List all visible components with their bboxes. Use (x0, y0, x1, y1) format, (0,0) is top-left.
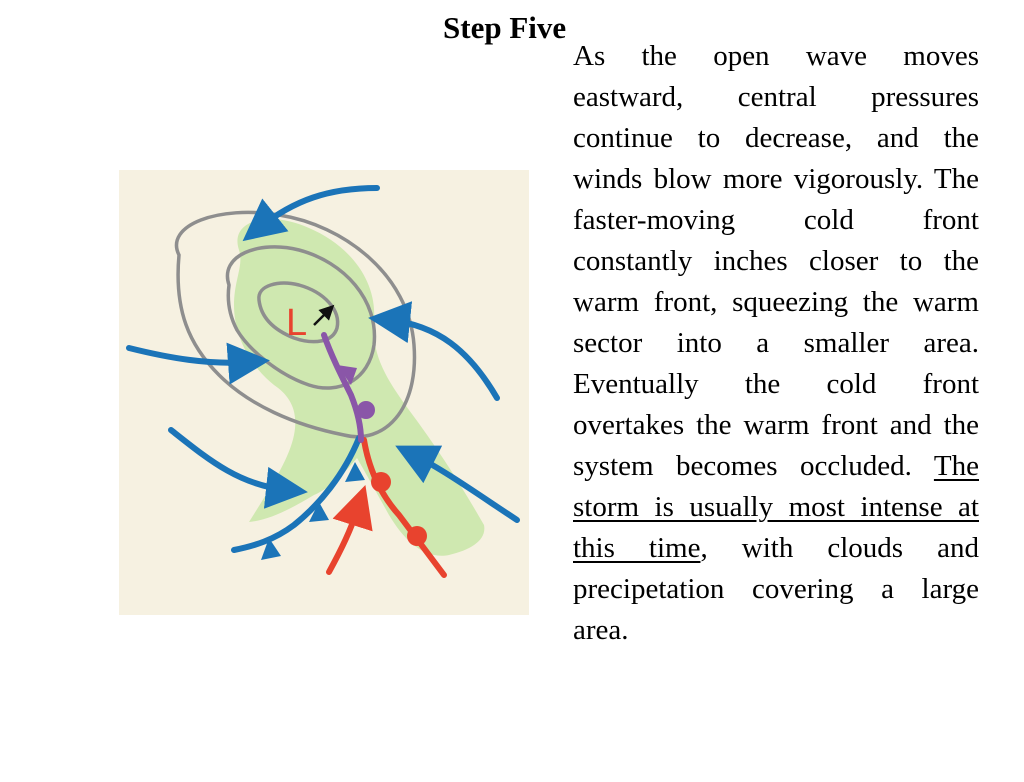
low-pressure-label: L (286, 302, 308, 344)
body-paragraph (573, 36, 979, 651)
copyright-line-2: a division of Cengage Learning, Inc. (240, 772, 368, 781)
warm-front-semicircle (371, 472, 391, 492)
occluded-storm-diagram (119, 170, 529, 781)
diagram-svg (119, 170, 529, 615)
paragraph-outro: , with clouds and precipetation covering a large area. (573, 532, 979, 646)
warm-front-semicircle (407, 526, 427, 546)
occluded-front-semicircle (357, 401, 375, 419)
copyright-notice (240, 762, 380, 782)
copyright-line-1: ©2010 Brooks/Cole, Cengage Learning (240, 762, 380, 771)
slide-title: Step Five (443, 10, 567, 45)
paragraph-intro: As the open wave moves eastward, central pressures continue to decrease, and the winds blow more vigorously. The faster-moving cold front constantly inches closer to the warm front, squeezing the warm sector into a smaller area. Eventually the cold front overtakes the warm front and the system becomes occluded. (573, 40, 979, 482)
paragraph-underlined: The storm is usually most intense at this time (573, 450, 979, 564)
